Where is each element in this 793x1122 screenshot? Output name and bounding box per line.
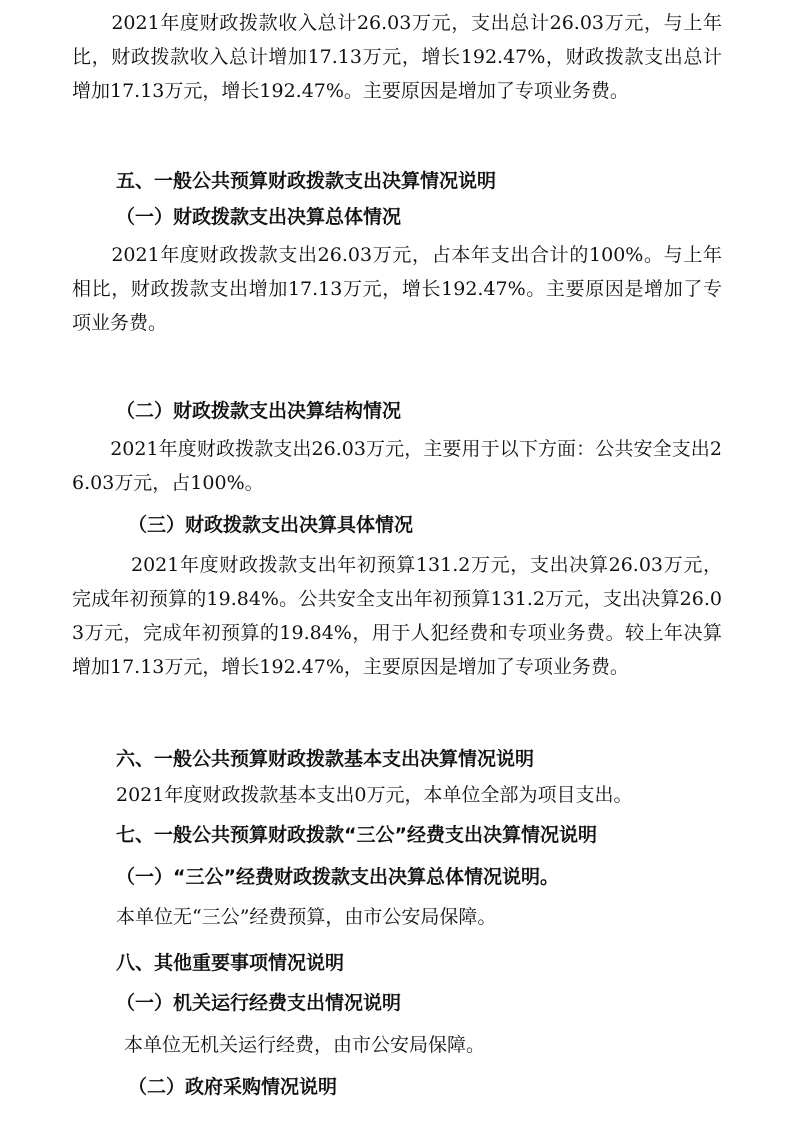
heading-section-7-1: （一）“三公”经费财政拨款支出决算总体情况说明。	[116, 866, 559, 888]
paragraph-three-public: 本单位无“三公”经费预算，由市公安局保障。	[116, 906, 497, 928]
heading-section-8-2: （二）政府采购情况说明	[128, 1076, 338, 1098]
heading-section-6: 六、一般公共预算财政拨款基本支出决算情况说明	[116, 748, 535, 770]
paragraph-operating-expenses: 本单位无机关运行经费，由市公安局保障。	[124, 1034, 486, 1056]
heading-section-5-3: （三）财政拨款支出决算具体情况	[128, 514, 414, 536]
heading-section-5-1: （一）财政拨款支出决算总体情况	[116, 206, 402, 228]
paragraph-expenditure-detail: 2021年度财政拨款支出年初预算131.2万元，支出决算26.03万元，完成年初预算的19.84%。公共安全支出年初预算131.2万元，支出决算26.03万元，完成年初预算的19.84%，用于人犯经费和专项业务费。较上年决算增加17.13万元，增长192.47%，主要原因是增加了专项业务费。	[72, 554, 722, 678]
heading-section-8: 八、其他重要事项情况说明	[116, 952, 345, 974]
paragraph-funding-total: 2021年度财政拨款收入总计26.03万元，支出总计26.03万元，与上年比，财政拨款收入总计增加17.13万元，增长192.47%，财政拨款支出总计增加17.13万元，增长192.47%。主要原因是增加了专项业务费。	[72, 12, 722, 102]
heading-section-5-2: （二）财政拨款支出决算结构情况	[116, 400, 402, 422]
paragraph-expenditure-structure: 2021年度财政拨款支出26.03万元，主要用于以下方面：公共安全支出26.03万元，占100%。	[72, 438, 722, 494]
heading-section-8-1: （一）机关运行经费支出情况说明	[116, 992, 402, 1014]
paragraph-basic-expenditure: 2021年度财政拨款基本支出0万元，本单位全部为项目支出。	[116, 784, 633, 806]
heading-section-5: 五、一般公共预算财政拨款支出决算情况说明	[116, 170, 497, 192]
heading-section-7: 七、一般公共预算财政拨款“三公”经费支出决算情况说明	[116, 824, 597, 846]
paragraph-expenditure-overall: 2021年度财政拨款支出26.03万元，占本年支出合计的100%。与上年相比，财政拨款支出增加17.13万元，增长192.47%。主要原因是增加了专项业务费。	[72, 244, 722, 334]
